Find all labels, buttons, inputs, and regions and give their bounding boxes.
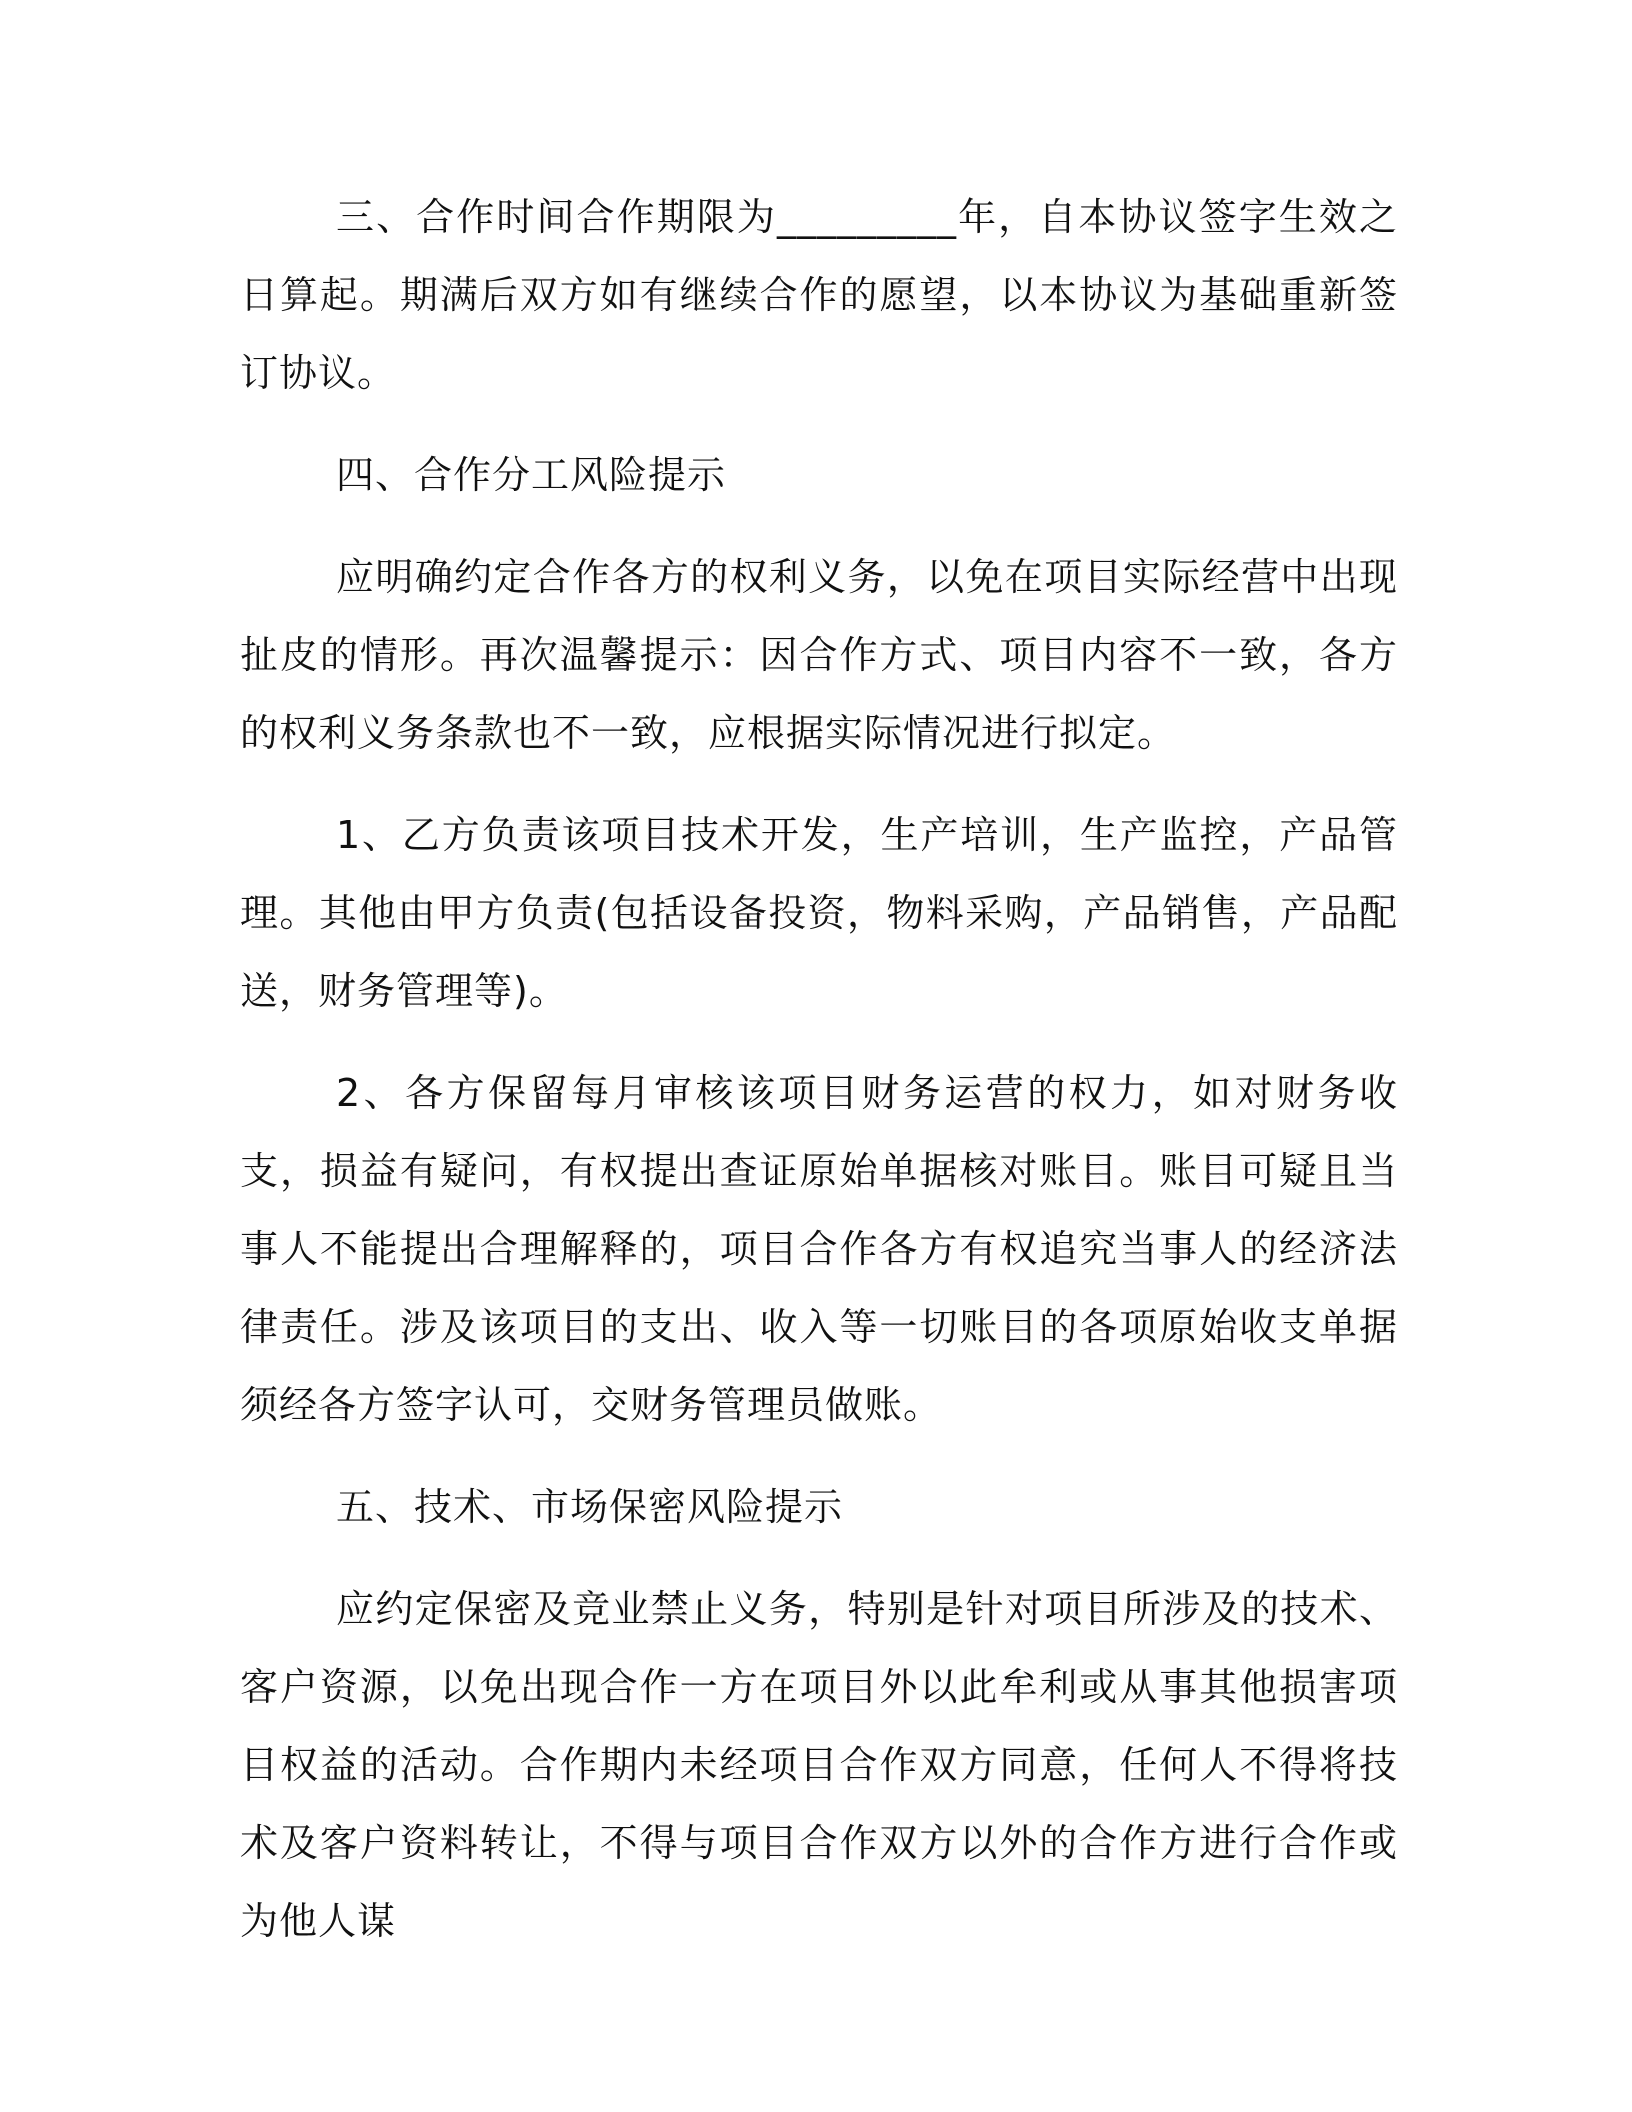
heading-confidentiality-risk: 五、技术、市场保密风险提示	[336, 1485, 844, 1529]
document-body	[240, 178, 1398, 1984]
paragraph-confidentiality: 应约定保密及竞业禁止义务，特别是针对项目所涉及的技术、客户资源，以免出现合作一方在项目外以此牟利或从事其他损害项目权益的活动。合作期内未经项目合作双方同意，任何人不得将技术及客户资料转让，不得与项目合作双方以外的合作方进行合作或为他人谋	[240, 1587, 1398, 1943]
heading-division-of-labor-risk: 四、合作分工风险提示	[336, 453, 727, 497]
paragraph-rights-obligations: 应明确约定合作各方的权利义务，以免在项目实际经营中出现扯皮的情形。再次温馨提示：因合作方式、项目内容不一致，各方的权利义务条款也不一致，应根据实际情况进行拟定。	[240, 555, 1398, 755]
paragraph-cooperation-term: 三、合作时间合作期限为_________年，自本协议签字生效之日算起。期满后双方如有继续合作的愿望，以本协议为基础重新签订协议。	[240, 195, 1398, 395]
paragraph-clause-1: 1、乙方负责该项目技术开发，生产培训，生产监控，产品管理。其他由甲方负责(包括设备投资，物料采购，产品销售，产品配送，财务管理等)。	[240, 813, 1398, 1013]
paragraph-clause-2: 2、各方保留每月审核该项目财务运营的权力，如对财务收支，损益有疑问，有权提出查证原始单据核对账目。账目可疑且当事人不能提出合理解释的，项目合作各方有权追究当事人的经济法律责任。涉及该项目的支出、收入等一切账目的各项原始收支单据须经各方签字认可，交财务管理员做账。	[240, 1071, 1398, 1427]
